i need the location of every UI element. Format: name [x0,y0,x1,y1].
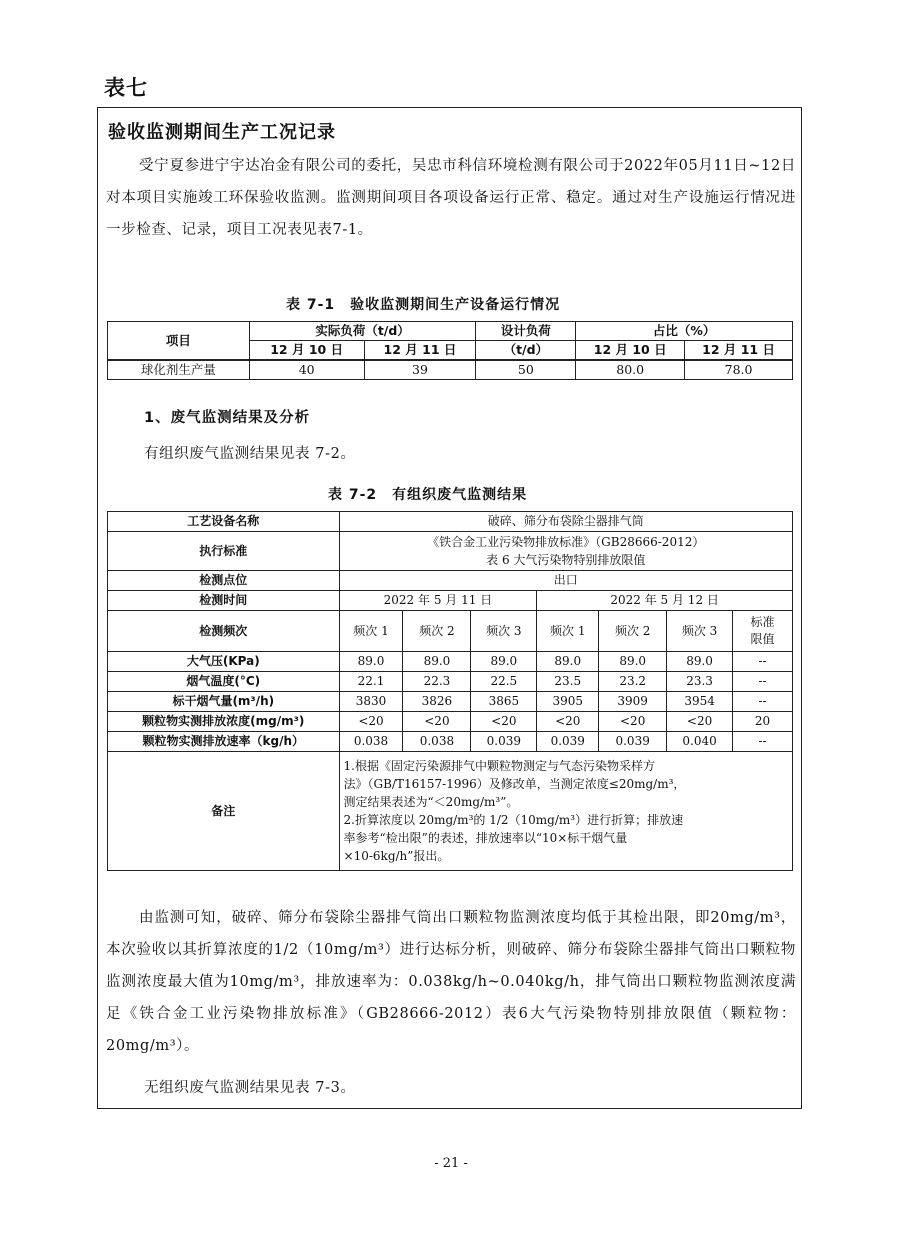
row-label: 球化剂生产量 [108,360,250,380]
col-item: 项目 [108,322,250,361]
cell: 0.039 [537,732,599,752]
row-label: 标干烟气量(m³/h) [108,692,340,712]
cell: -- [733,672,793,692]
cell: 89.0 [667,652,733,672]
date-cell: 12 月 11 日 [364,341,476,361]
page-heading: 表七 [104,76,148,100]
note-line: 测定结果表述为“＜20mg/m³”。 [343,795,519,809]
label-standard: 执行标准 [108,532,340,571]
cell: 89.0 [403,652,471,672]
table-row [108,672,793,692]
table2-caption: 表 7-2 有组织废气监测结果 [328,487,528,503]
note-cell [339,752,792,871]
row-label: 颗粒物实测排放速率（kg/h） [108,732,340,752]
note-line: 率参考“检出限”的表述，排放速率以“10×标干烟气量 [343,831,628,845]
col-design-unit: （t/d） [476,341,576,361]
table-7-1 [107,321,793,380]
table-row [108,732,793,752]
cell: <20 [667,712,733,732]
cell: 3826 [403,692,471,712]
cell: -- [733,652,793,672]
cell: 0.040 [667,732,733,752]
col-design: 设计负荷 [476,322,576,341]
label-device: 工艺设备名称 [108,512,340,532]
label-freq: 检测频次 [108,611,340,652]
cell: 89.0 [537,652,599,672]
cell: 3865 [471,692,537,712]
limit-header-line-1: 标准 [750,615,775,629]
cell: 39 [364,360,476,380]
cell: 22.1 [339,672,403,692]
note-line: 2.折算浓度以 20mg/m³的 1/2（10mg/m³）进行折算；排放速 [343,813,684,827]
table1-caption: 表 7-1 验收监测期间生产设备运行情况 [286,297,561,313]
cell: 50 [476,360,576,380]
cell: 3905 [537,692,599,712]
cell: <20 [599,712,667,732]
cell: <20 [537,712,599,732]
freq-header: 频次 2 [403,611,471,652]
note-line: ×10-6kg/h”报出。 [343,849,450,863]
cell: <20 [471,712,537,732]
cell: 0.038 [339,732,403,752]
cell: 78.0 [685,360,793,380]
cell: 89.0 [339,652,403,672]
cell: 3830 [339,692,403,712]
freq-header: 频次 3 [667,611,733,652]
freq-header: 频次 1 [339,611,403,652]
text-line: 无组织废气监测结果见表 7-3。 [144,1080,356,1096]
cell: 3954 [667,692,733,712]
point-value: 出口 [339,571,792,591]
cell: 23.5 [537,672,599,692]
section-title: 验收监测期间生产工况记录 [108,122,336,143]
page-number: - 21 - [434,1156,468,1171]
cell: 0.039 [471,732,537,752]
cell: 89.0 [471,652,537,672]
cell: 89.0 [599,652,667,672]
limit-header [733,611,793,652]
date-cell: 2022 年 5 月 12 日 [537,591,793,611]
cell: <20 [339,712,403,732]
standard-line-1: 《铁合金工业污染物排放标准》（GB28666-2012） [427,535,705,549]
limit-header-line-2: 限值 [750,632,775,646]
device-value: 破碎、筛分布袋除尘器排气筒 [339,512,792,532]
table-row [108,360,793,380]
cell: 23.3 [667,672,733,692]
table-row [108,652,793,672]
date-cell: 12 月 11 日 [685,341,793,361]
col-actual: 实际负荷（t/d） [249,322,476,341]
standard-value [339,532,792,571]
label-note: 备注 [108,752,340,871]
text-line: 有组织废气监测结果见表 7-2。 [144,446,356,462]
cell: <20 [403,712,471,732]
table-row [108,712,793,732]
label-point: 检测点位 [108,571,340,591]
note-line: 法》（GB/T16157-1996）及修改单，当测定浓度≤20mg/m³， [343,777,686,791]
cell: 20 [733,712,793,732]
freq-header: 频次 2 [599,611,667,652]
date-cell: 12 月 10 日 [249,341,364,361]
cell: 0.039 [599,732,667,752]
intro-paragraph: 受宁夏参进宁宇达冶金有限公司的委托，吴忠市科信环境检测有限公司于2022年05月11日~12日对本项目实施竣工环保验收监测。监测期间项目各项设备运行正常、稳定。通过对生产设施运行情况进一步检查、记录，项目工况表见表7-1。 [106,158,796,238]
date-cell: 2022 年 5 月 11 日 [339,591,537,611]
row-label: 烟气温度(°C) [108,672,340,692]
note-line: 1.根据《固定污染源排气中颗粒物测定与气态污染物采样方 [343,759,655,773]
subheading-exhaust: 1、废气监测结果及分析 [144,410,311,426]
table-row [108,692,793,712]
row-label: 颗粒物实测排放浓度(mg/m³) [108,712,340,732]
standard-line-2: 表 6 大气污染物特别排放限值 [486,553,646,567]
freq-header: 频次 1 [537,611,599,652]
cell: -- [733,692,793,712]
cell: 80.0 [576,360,685,380]
label-time: 检测时间 [108,591,340,611]
date-cell: 12 月 10 日 [576,341,685,361]
cell: -- [733,732,793,752]
row-label: 大气压(KPa) [108,652,340,672]
col-ratio: 占比（%） [576,322,793,341]
cell: 22.5 [471,672,537,692]
cell: 3909 [599,692,667,712]
cell: 40 [249,360,364,380]
freq-header: 频次 3 [471,611,537,652]
table-7-2 [107,511,793,871]
conclusion-paragraph: 由监测可知，破碎、筛分布袋除尘器排气筒出口颗粒物监测浓度均低于其检出限，即20mg/m³，本次验收以其折算浓度的1/2（10mg/m³）进行达标分析，则破碎、筛分布袋除尘器排气筒出口颗粒物监测浓度最大值为10mg/m³，排放速率为：0.038kg/h~0.040kg/h，排气筒出口颗粒物监测浓度满足《铁合金工业污染物排放标准》（GB28666-2012）表6大气污染物特别排放限值（颗粒物：20mg/m³）。 [106,910,796,1054]
cell: 23.2 [599,672,667,692]
cell: 22.3 [403,672,471,692]
cell: 0.038 [403,732,471,752]
